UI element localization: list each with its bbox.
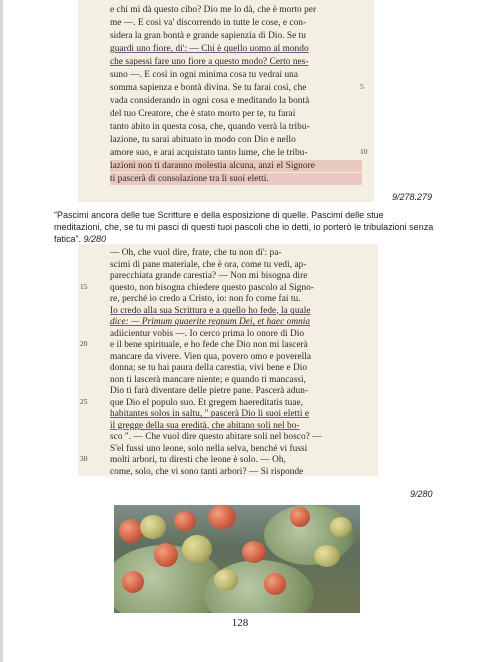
text-line: dice: — Primum quaerite regnum Dei, et haec omnia bbox=[110, 317, 311, 327]
text-line: tanto abito in questa cosa, che, quando verrà la tribu- bbox=[110, 122, 310, 132]
text-line: del tuo Creatore, che è stato morto per te, tu farai bbox=[110, 109, 296, 119]
quote-reference: 9/280 bbox=[83, 234, 107, 244]
text-line: molti arbori, tu diresti che leone è solo. — Oh, bbox=[110, 455, 286, 465]
fruit bbox=[290, 507, 310, 527]
page-edge bbox=[0, 0, 3, 662]
text-line: lazione, tu sarai abituato in modo con Dio e nello bbox=[110, 135, 296, 145]
text-line: questo, non bisogna chiedere questo pascolo al Signo- bbox=[110, 282, 315, 293]
text-line: que Dio el populo suo. Et gregem haereditatis tuae, bbox=[110, 397, 304, 408]
quote-text: “Pascimi ancora delle tue Scritture e della esposizione di quelle. Pascimi delle stue meditazioni, che, se tu mi pasci di questi tuoi pascoli che io detti, io porterò le tribulazioni senza fatica”. bbox=[54, 210, 434, 244]
fruit bbox=[182, 535, 212, 563]
text-line: il gregge della sua eredità, che abitano soli nel bo- bbox=[110, 420, 300, 431]
fruit bbox=[330, 517, 352, 537]
text-line: habitantes solos in saltu, " pascerà Dio li suoi eletti e bbox=[110, 409, 309, 419]
text-line: — Oh, che vuol dire, frate, che tu non di': pa- bbox=[110, 248, 282, 258]
fruit bbox=[214, 569, 238, 591]
text-line: re, perché io credo a Cristo, io: non fo come fai tu. bbox=[110, 294, 301, 304]
fruit bbox=[314, 545, 340, 567]
text-line: vada considerando in ogni cosa e meditando la bontà bbox=[110, 96, 310, 106]
fruit bbox=[242, 541, 266, 563]
text-line: parecchiata grande carestia? — Non mi bisogna dire bbox=[110, 271, 308, 281]
line-number: 25 bbox=[80, 396, 88, 406]
reference-label-1: 9/278.279 bbox=[392, 192, 433, 202]
line-number: 15 bbox=[80, 281, 88, 291]
text-line: ti pascerà di consolazione tra li suoi eletti. bbox=[110, 173, 362, 185]
text-line: adiicientur vobis —. Io cerco prima lo onore di Dio bbox=[110, 328, 305, 339]
fruit bbox=[140, 515, 166, 539]
fruit bbox=[154, 543, 178, 567]
text-line: mancare da vivere. Vien qua, povero omo e poverella bbox=[110, 351, 312, 362]
fruit bbox=[208, 505, 236, 529]
cactus-fruit-photo bbox=[114, 505, 360, 613]
text-line: somma sapienza e bontà divina. Se tu farai così, che bbox=[110, 83, 307, 93]
text-line: amore suo, e arai acquistato tanto lume, che le tribu- bbox=[110, 148, 308, 158]
fruit bbox=[122, 571, 144, 593]
reference-label-2: 9/280 bbox=[410, 489, 433, 499]
line-number: 20 bbox=[80, 339, 88, 348]
page-number: 128 bbox=[231, 617, 249, 629]
text-line: sidera la gran bontà e grande sapienzia di Dio. Se tu bbox=[110, 31, 307, 41]
text-line: Io credo alla sua Scrittura e a quello ho fede, la quale bbox=[110, 305, 311, 316]
text-line: e il bene spirituale, e ho fede che Dio non mi lascerà bbox=[110, 340, 308, 350]
text-line: e chi mi dà questo cibo? Dio me lo dà, che è morto per bbox=[110, 5, 317, 15]
text-line: S'el fussi uno leone, solo nella selva, benché vi fussi bbox=[110, 443, 308, 454]
fruit bbox=[264, 573, 286, 595]
line-number: 5 bbox=[360, 82, 364, 91]
quote-paragraph bbox=[54, 209, 434, 245]
text-line: sco ". — Che vuol dire questo abitare soli nel bosco? — bbox=[110, 432, 322, 442]
line-number: 10 bbox=[360, 147, 368, 156]
text-line: donna; se tu hai paura della carestia, vivi bene e Dio bbox=[110, 363, 308, 373]
text-line: lazioni non ti daranno molestia alcuna, anzi el Signore bbox=[110, 160, 362, 172]
text-line: guardi uno fiore, di': — Chi è quello uomo al mondo bbox=[110, 44, 309, 54]
scanned-excerpt-2 bbox=[78, 244, 378, 476]
scanned-excerpt-1 bbox=[78, 0, 374, 202]
text-line: suno —. E così in ogni minima cosa tu vedrai una bbox=[110, 70, 299, 80]
text-line: come, solo, che vi sono tanti arbori? — Si risponde bbox=[110, 466, 304, 477]
text-line: non ti lascerà mancare niente; e quando ti mancassi, bbox=[110, 374, 306, 385]
fruit bbox=[174, 511, 196, 531]
fruit bbox=[119, 519, 143, 543]
text-line: Dio ti farà diventare delle pietre pane. Pascerà adun- bbox=[110, 386, 309, 396]
text-line: che sapessi fare uno fiore a questo modo? Certo nes- bbox=[110, 57, 309, 67]
line-number: 30 bbox=[80, 454, 88, 463]
text-line: me —. E così va' discorrendo in tutte le cose, e con- bbox=[110, 18, 307, 28]
text-line: scimi di pane materiale, che è ora, come tu vedi, ap- bbox=[110, 259, 307, 270]
